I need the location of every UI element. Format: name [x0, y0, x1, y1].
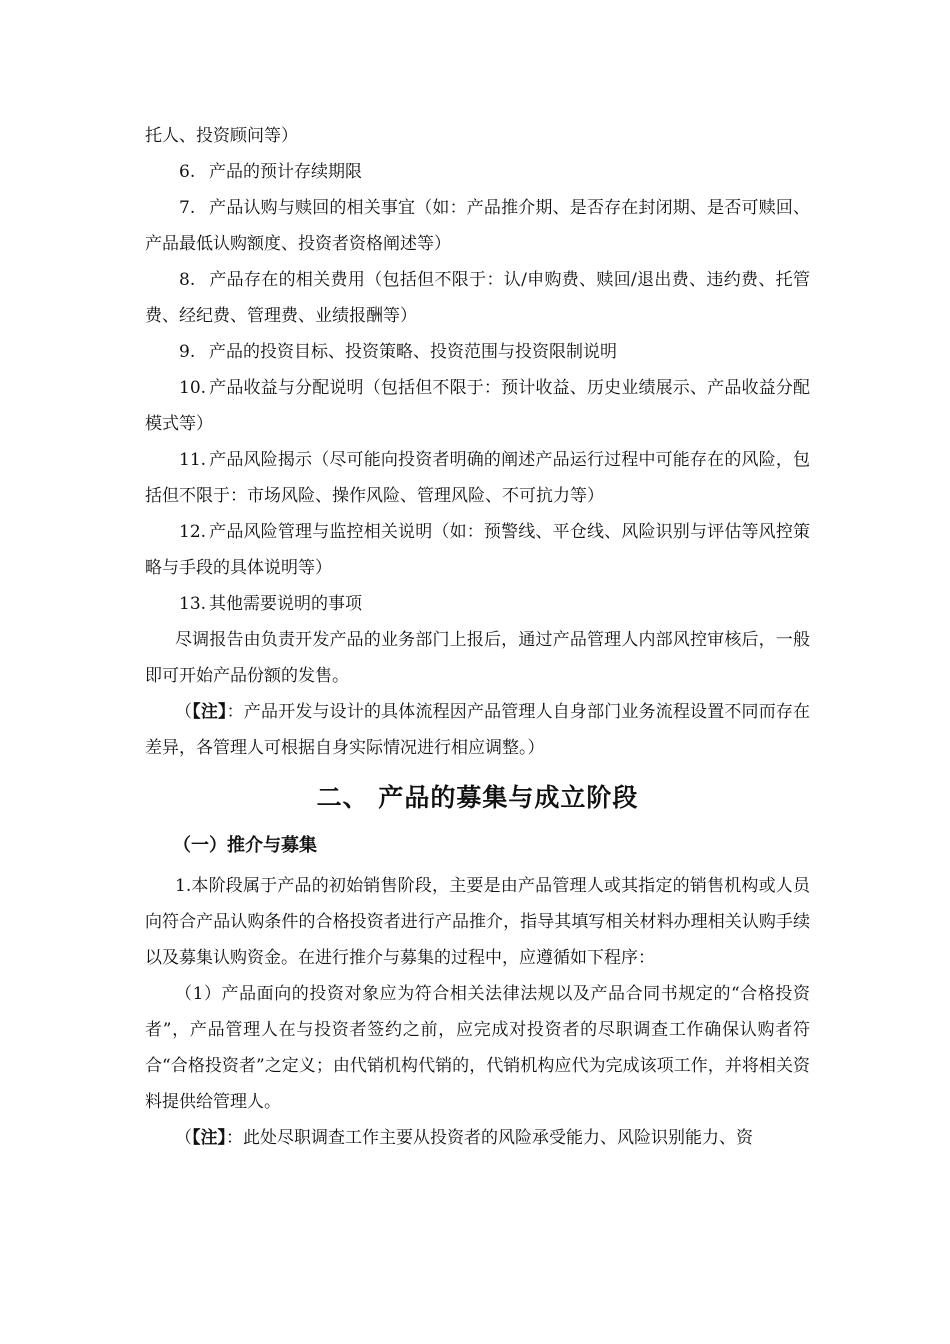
note-paragraph	[145, 1120, 810, 1156]
list-item-12	[145, 514, 810, 586]
subsection-heading: （一）推介与募集	[173, 835, 317, 856]
note-tag: 【注】	[192, 702, 227, 722]
list-number: 9.	[179, 342, 196, 362]
list-number: 7.	[179, 198, 196, 218]
list-text: 产品存在的相关费用（包括但不限于：认/申购费、赎回/退出费、违约费、托管费、经纪费、管理费、业绩报酬等）	[145, 270, 810, 326]
list-item-9	[145, 334, 810, 370]
list-number: 6.	[179, 162, 196, 182]
body-paragraph: （1）产品面向的投资对象应为符合相关法律法规以及产品合同书规定的“合格投资者”，产品管理人在与投资者签约之前，应完成对投资者的尽职调查工作确保认购者符合“合格投资者”之定义；由代销机构代销的，代销机构应代为完成该项工作，并将相关资料提供给管理人。	[145, 984, 810, 1112]
note-paragraph	[145, 694, 810, 766]
list-text: 产品风险管理与监控相关说明（如：预警线、平仓线、风险识别与评估等风控策略与手段的具体说明等）	[145, 522, 810, 578]
continuation-line: 托人、投资顾问等）	[145, 126, 298, 146]
note-tag: 【注】	[192, 1128, 226, 1148]
list-item-11	[145, 442, 810, 514]
note-text: ：产品开发与设计的具体流程因产品管理人自身部门业务流程设置不同而存在差异，各管理人可根据自身实际情况进行相应调整。）	[145, 702, 811, 758]
list-number: 13.	[179, 594, 207, 614]
list-number: 12.	[179, 522, 207, 542]
list-text: 产品的投资目标、投资策略、投资范围与投资限制说明	[209, 342, 617, 362]
list-number: 8.	[179, 270, 196, 290]
note-open-paren: （	[175, 702, 193, 722]
list-item-6	[145, 154, 810, 190]
note-text: ：此处尽职调查工作主要从投资者的风险承受能力、风险识别能力、资	[226, 1128, 753, 1148]
list-number: 11.	[179, 450, 207, 470]
document-body	[145, 118, 810, 1156]
section-heading: 二、 产品的募集与成立阶段	[316, 783, 639, 812]
list-text: 产品认购与赎回的相关事宜（如：产品推介期、是否存在封闭期、是否可赎回、产品最低认购额度、投资者资格阐述等）	[145, 198, 810, 254]
report-paragraph: 尽调报告由负责开发产品的业务部门上报后，通过产品管理人内部风控审核后，一般即可开始产品份额的发售。	[145, 630, 810, 686]
note-open-paren: （	[175, 1128, 192, 1148]
body-paragraph: 1.本阶段属于产品的初始销售阶段，主要是由产品管理人或其指定的销售机构或人员向符合产品认购条件的合格投资者进行产品推介，指导其填写相关材料办理相关认购手续以及募集认购资金。在进行推介与募集的过程中，应遵循如下程序：	[145, 876, 810, 968]
list-item-10	[145, 370, 810, 442]
list-item-7	[145, 190, 810, 262]
list-number: 10.	[179, 378, 207, 398]
list-item-13	[145, 586, 810, 622]
list-text: 产品风险揭示（尽可能向投资者明确的阐述产品运行过程中可能存在的风险，包括但不限于：市场风险、操作风险、管理风险、不可抗力等）	[145, 450, 810, 506]
list-text: 产品的预计存续期限	[209, 162, 362, 182]
list-text: 其他需要说明的事项	[209, 594, 362, 614]
list-text: 产品收益与分配说明（包括但不限于：预计收益、历史业绩展示、产品收益分配模式等）	[145, 378, 810, 434]
list-item-8	[145, 262, 810, 334]
